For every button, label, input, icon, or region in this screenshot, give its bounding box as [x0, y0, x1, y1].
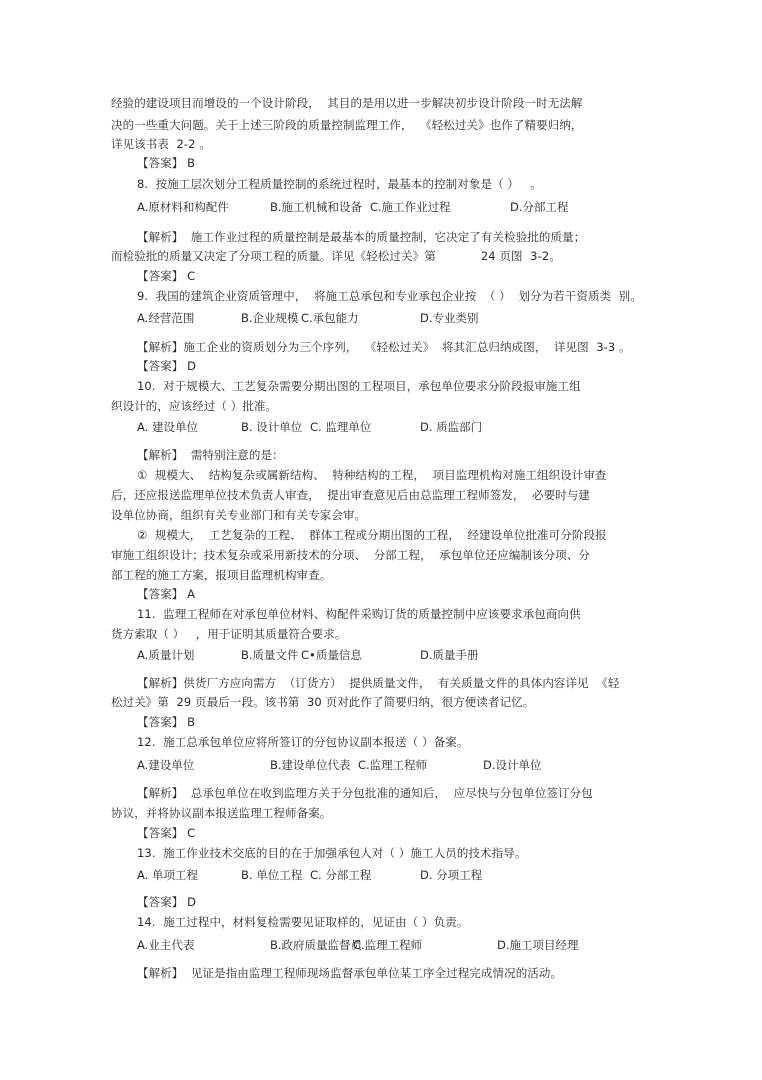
answer-label: 【答案】 C — [137, 826, 196, 840]
option-a: A. 单项工程 — [137, 868, 198, 882]
analysis-line: 【解析】施工企业的资质划分为三个序列， 《轻松过关》 将其汇总归纳成图， 详见图 3-3 。 — [137, 340, 631, 354]
analysis-line: 【解析】供货厂方应向需方 （订货方） 提供质量文件， 有关质量文件的具体内容详见 《轻 — [137, 676, 620, 690]
question-13: 13. 施工作业技术交底的目的在于加强承包人对（ ）施工人员的技术指导。 — [137, 846, 527, 860]
option-c: C. 监理单位 — [310, 420, 372, 434]
analysis-line: 设单位协商，组织有关专业部门和有关专家会审。 — [111, 508, 367, 522]
analysis-line: 【解析】 施工作业过程的质量控制是最基本的质量控制，它决定了有关检验批的质量； — [137, 230, 586, 244]
option-c: C•质量信息 — [301, 648, 362, 662]
option-b: B.政府质量监督员 — [270, 938, 363, 952]
option-c: C.施工作业过程 — [370, 200, 451, 214]
answer-label: 【答案】 B — [137, 156, 196, 170]
option-b: B.质量文件 — [241, 648, 299, 662]
option-c: C.承包能力 — [301, 311, 359, 325]
analysis-line: 协议，并将协议副本报送监理工程师备案。 — [111, 806, 332, 820]
option-a: A.质量计划 — [137, 648, 195, 662]
option-a: A.原材料和构配件 — [137, 200, 229, 214]
intro-line: 决的一些重大问题。关于上述三阶段的质量控制监理工作， 《轻松过关》也作了精要归纳， — [111, 118, 583, 132]
analysis-line: 【解析】 需特别注意的是： — [137, 448, 284, 462]
option-a: A.建设单位 — [137, 758, 195, 772]
question-11: 11. 监理工程师在对承包单位材料、构配件采购订货的质量控制中应该要求承包商向供 — [137, 607, 581, 621]
analysis-line: ① 规模大、 结构复杂或属新结构、 特种结构的工程， 项目监理机构对施工组织设计审查 — [137, 468, 607, 482]
analysis-line: 而检验批的质量又决定了分项工程的质量。详见《轻松过关》第 24 页图 3-2。 — [111, 249, 561, 263]
question-10: 10. 对于规模大、工艺复杂需要分期出图的工程项目，承包单位要求分阶段报审施工组 — [137, 379, 581, 393]
option-a: A.经营范围 — [137, 311, 195, 325]
option-d: D.分部工程 — [510, 200, 569, 214]
analysis-line: 后，还应报送监理单位技术负责人审查， 提出审查意见后由总监理工程师签发， 必要时与建 — [111, 488, 591, 502]
option-d: D.施工项目经理 — [497, 938, 579, 952]
option-d: D. 质监部门 — [420, 420, 483, 434]
analysis-line: 松过关》第 29 页最后一段。该书第 30 页对此作了简要归纳，很方便读者记忆。 — [111, 695, 535, 709]
option-b: B.企业规模 — [241, 311, 299, 325]
intro-line: 详见该书表 2-2 。 — [111, 137, 211, 151]
question-14: 14. 施工过程中，材料复检需要见证取样的，见证由（ ）负责。 — [137, 915, 469, 929]
option-b: B.施工机械和设备 — [270, 200, 363, 214]
analysis-line: ② 规模大， 工艺复杂的工程、 群体工程或分期出图的工程， 经建设单位批准可分阶段报 — [137, 528, 607, 542]
option-b: B.建设单位代表 — [270, 758, 351, 772]
option-c: C. 分部工程 — [310, 868, 372, 882]
question-8: 8. 按施工层次划分工程质量控制的系统过程时，最基本的控制对象是（ ） 。 — [137, 177, 542, 191]
analysis-line: 部工程的施工方案，报项目监理机构审查。 — [111, 568, 332, 582]
option-c: C.监理工程师 — [358, 758, 428, 772]
option-c: C.监理工程师 — [353, 938, 423, 952]
option-d: D.设计单位 — [483, 758, 542, 772]
option-d: D.质量手册 — [420, 648, 479, 662]
option-b: B. 单位工程 — [241, 868, 303, 882]
analysis-line: 【解析】 见证是指由监理工程师现场监督承包单位某工序全过程完成情况的活动。 — [137, 966, 563, 980]
answer-label: 【答案】 D — [137, 359, 197, 373]
question-10-cont: 织设计的，应该经过（ ）批准。 — [111, 399, 278, 413]
answer-label: 【答案】 A — [137, 587, 196, 601]
intro-line: 经验的建设项目而增设的一个设计阶段， 其目的是用以进一步解决初步设计阶段一时无法解 — [111, 96, 583, 110]
option-a: A. 建设单位 — [137, 420, 198, 434]
answer-label: 【答案】 C — [137, 269, 196, 283]
question-9: 9. 我国的建筑企业资质管理中， 将施工总承包和专业承包企业按 （ ） 划分为若干资质类 别。 — [137, 289, 642, 303]
option-b: B. 设计单位 — [241, 420, 303, 434]
answer-label: 【答案】 B — [137, 715, 196, 729]
question-12: 12. 施工总承包单位应将所签订的分包协议副本报送（ ）备案。 — [137, 735, 469, 749]
analysis-line: 【解析】 总承包单位在收到监理方关于分包批准的通知后， 应尽快与分包单位签订分包 — [137, 786, 593, 800]
question-11-cont: 货方索取（ ） ，用于证明其质量符合要求。 — [111, 627, 347, 641]
option-d: D.专业类别 — [420, 311, 479, 325]
answer-label: 【答案】 D — [137, 895, 197, 909]
analysis-line: 审施工组织设计；技术复杂或采用新技术的分项、 分部工程， 承包单位还应编制该分项、分 — [111, 548, 591, 562]
option-a: A.业主代表 — [137, 938, 195, 952]
option-d: D. 分项工程 — [420, 868, 483, 882]
